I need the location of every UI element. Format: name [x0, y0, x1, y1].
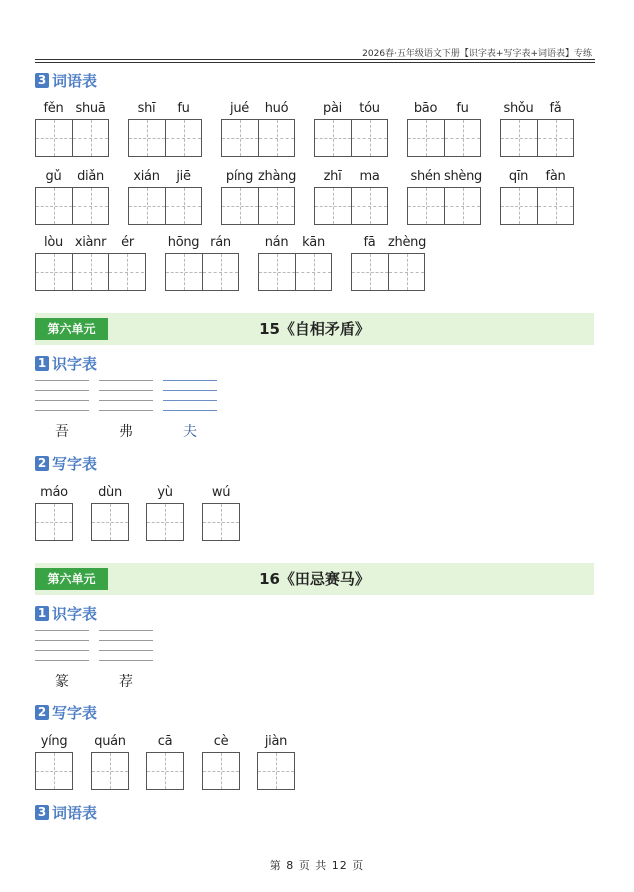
pinyin: jiàn: [264, 734, 288, 749]
pinyin: jiē: [176, 169, 191, 184]
pinyin: diǎn: [77, 169, 104, 184]
write-item: [91, 734, 129, 790]
pinyin: hōng: [167, 235, 200, 250]
pinyin: fàn: [545, 169, 566, 184]
pinyin: dùn: [98, 485, 122, 500]
write-item: [202, 485, 240, 541]
pinyin: rán: [210, 235, 231, 250]
section-number-badge: 3: [35, 73, 49, 88]
header-rule-thin: [35, 62, 595, 63]
word-item: [351, 235, 425, 291]
tianzige-cell[interactable]: [258, 120, 294, 156]
writing-grid[interactable]: [221, 119, 295, 157]
section-number-badge: 2: [35, 456, 49, 471]
pinyin: ér: [121, 235, 134, 250]
lesson-title: 16《田忌赛马》: [259, 570, 370, 588]
tianzige-cell[interactable]: [72, 120, 108, 156]
pinyin: kān: [302, 235, 325, 250]
unit-tag: 第六单元: [35, 568, 108, 590]
writing-grid[interactable]: [35, 119, 109, 157]
write-item: [91, 485, 129, 541]
section-label: 词语表: [52, 72, 98, 90]
writing-grid[interactable]: [314, 187, 388, 225]
section-xiezi-15: [35, 453, 97, 474]
word-item: [35, 235, 146, 291]
writing-grid[interactable]: [407, 187, 481, 225]
writing-grid[interactable]: [128, 119, 202, 157]
unit-title-bar-15: [35, 313, 594, 345]
pinyin: huó: [264, 101, 289, 116]
lesson-title: 15《自相矛盾》: [259, 320, 370, 338]
tianzige-cell[interactable]: [388, 254, 424, 290]
writing-lines[interactable]: [99, 630, 153, 662]
tianzige-cell[interactable]: [36, 120, 72, 156]
pinyin: máo: [40, 485, 68, 500]
pinyin: qīn: [508, 169, 529, 184]
word-item: [35, 169, 109, 225]
pinyin: fu: [177, 101, 190, 116]
section-number-badge: 3: [35, 805, 49, 820]
tianzige-cell[interactable]: [444, 120, 480, 156]
writing-grid[interactable]: [257, 752, 295, 790]
character: 篆: [55, 674, 69, 690]
section-number-badge: 1: [35, 356, 49, 371]
section-ciyu-top: [35, 70, 97, 91]
unit-tag: 第六单元: [35, 318, 108, 340]
pinyin: xián: [133, 169, 160, 184]
section-label: 写字表: [52, 704, 98, 722]
word-item: [221, 169, 295, 225]
character: 夫: [183, 424, 197, 440]
word-item: [314, 101, 388, 157]
write-item: [35, 485, 73, 541]
pinyin: cā: [157, 734, 173, 749]
section-label: 识字表: [52, 605, 98, 623]
pinyin: píng: [225, 169, 254, 184]
tianzige-cell[interactable]: [36, 504, 72, 540]
tianzige-cell[interactable]: [165, 120, 201, 156]
pinyin: shī: [137, 101, 156, 116]
tianzige-cell[interactable]: [222, 120, 258, 156]
char-item: [35, 380, 89, 441]
pinyin: fěn: [43, 101, 64, 116]
tianzige-cell[interactable]: [501, 188, 537, 224]
writing-grid[interactable]: [35, 752, 73, 790]
tianzige-cell[interactable]: [36, 188, 72, 224]
header-rule: [35, 59, 595, 60]
unit-title-bar-16: [35, 563, 594, 595]
tianzige-cell[interactable]: [92, 753, 128, 789]
writing-grid[interactable]: [146, 503, 184, 541]
section-label: 识字表: [52, 355, 98, 373]
word-item: [500, 169, 574, 225]
pinyin: gǔ: [45, 169, 62, 184]
writing-grid[interactable]: [35, 187, 109, 225]
word-item: [407, 169, 481, 225]
pinyin: shèng: [444, 169, 483, 184]
writing-lines[interactable]: [35, 630, 89, 662]
tianzige-cell[interactable]: [202, 254, 238, 290]
writing-grid[interactable]: [351, 253, 425, 291]
tianzige-cell[interactable]: [165, 188, 201, 224]
tianzige-cell[interactable]: [72, 188, 108, 224]
word-item: [165, 235, 239, 291]
pinyin: fā: [363, 235, 376, 250]
tianzige-cell[interactable]: [258, 188, 294, 224]
character: 吾: [55, 424, 69, 440]
pinyin: cè: [213, 734, 229, 749]
writing-grid[interactable]: [407, 119, 481, 157]
tianzige-cell[interactable]: [315, 120, 351, 156]
pinyin: yù: [157, 485, 173, 500]
section-shizi-15: [35, 353, 97, 374]
write-item: [146, 734, 184, 790]
pinyin: shén: [410, 169, 441, 184]
tianzige-cell[interactable]: [203, 753, 239, 789]
section-shizi-16: [35, 603, 97, 624]
word-item: [221, 101, 295, 157]
writing-grid[interactable]: [35, 503, 73, 541]
tianzige-cell[interactable]: [72, 254, 108, 290]
write-item: [202, 734, 240, 790]
tianzige-cell[interactable]: [351, 188, 387, 224]
word-item: [128, 101, 202, 157]
tianzige-cell[interactable]: [351, 120, 387, 156]
tianzige-cell[interactable]: [222, 188, 258, 224]
tianzige-cell[interactable]: [352, 254, 388, 290]
char-item: [35, 630, 89, 691]
writing-lines[interactable]: [99, 380, 153, 412]
pinyin: zhèng: [388, 235, 427, 250]
tianzige-cell[interactable]: [36, 254, 72, 290]
writing-grid[interactable]: [165, 253, 239, 291]
pinyin: fǎ: [549, 101, 562, 116]
tianzige-cell[interactable]: [258, 753, 294, 789]
character: 荐: [119, 674, 133, 690]
pinyin: quán: [94, 734, 126, 749]
writing-lines[interactable]: [35, 380, 89, 412]
document-header-title: 2026春·五年级语文下册【识字表+写字表+词语表】专练: [362, 49, 592, 59]
word-item: [407, 101, 481, 157]
write-item: [257, 734, 295, 790]
write-item: [35, 734, 73, 790]
pinyin: pài: [323, 101, 342, 116]
writing-grid[interactable]: [500, 119, 574, 157]
tianzige-cell[interactable]: [166, 254, 202, 290]
pinyin: tóu: [359, 101, 380, 116]
pinyin: shǒu: [503, 101, 534, 116]
write-item: [146, 485, 184, 541]
section-ciyu-16: [35, 802, 97, 823]
page-footer: 第 8 页 共 12 页: [269, 859, 365, 872]
word-item: [128, 169, 202, 225]
pinyin: yíng: [40, 734, 68, 749]
char-item: [99, 380, 153, 441]
pinyin: nán: [264, 235, 289, 250]
word-item: [500, 101, 574, 157]
writing-grid[interactable]: [91, 503, 129, 541]
writing-grid[interactable]: [202, 503, 240, 541]
writing-grid[interactable]: [314, 119, 388, 157]
tianzige-cell[interactable]: [129, 120, 165, 156]
pinyin: jué: [230, 101, 249, 116]
section-label: 写字表: [52, 455, 98, 473]
writing-grid[interactable]: [202, 752, 240, 790]
writing-grid[interactable]: [35, 253, 146, 291]
tianzige-cell[interactable]: [315, 188, 351, 224]
tianzige-cell[interactable]: [108, 254, 144, 290]
writing-grid[interactable]: [146, 752, 184, 790]
section-xiezi-16: [35, 702, 97, 723]
writing-grid[interactable]: [128, 187, 202, 225]
tianzige-cell[interactable]: [203, 504, 239, 540]
word-item: [35, 101, 109, 157]
tianzige-cell[interactable]: [259, 254, 295, 290]
section-number-badge: 2: [35, 705, 49, 720]
pinyin: ma: [359, 169, 380, 184]
writing-lines[interactable]: [163, 380, 217, 412]
pinyin: fu: [456, 101, 469, 116]
tianzige-cell[interactable]: [408, 120, 444, 156]
char-item: [163, 380, 217, 441]
tianzige-cell[interactable]: [147, 504, 183, 540]
word-item: [258, 235, 332, 291]
tianzige-cell[interactable]: [147, 753, 183, 789]
tianzige-cell[interactable]: [129, 188, 165, 224]
pinyin: wú: [211, 485, 231, 500]
tianzige-cell[interactable]: [501, 120, 537, 156]
pinyin: xiànr: [74, 235, 107, 250]
tianzige-cell[interactable]: [408, 188, 444, 224]
pinyin: zhàng: [258, 169, 297, 184]
tianzige-cell[interactable]: [295, 254, 331, 290]
writing-grid[interactable]: [221, 187, 295, 225]
writing-grid[interactable]: [258, 253, 332, 291]
character: 弗: [119, 424, 133, 440]
tianzige-cell[interactable]: [444, 188, 480, 224]
char-item: [99, 630, 153, 691]
writing-grid[interactable]: [91, 752, 129, 790]
tianzige-cell[interactable]: [36, 753, 72, 789]
tianzige-cell[interactable]: [92, 504, 128, 540]
writing-grid[interactable]: [500, 187, 574, 225]
section-number-badge: 1: [35, 606, 49, 621]
pinyin: lòu: [44, 235, 63, 250]
tianzige-cell[interactable]: [537, 120, 573, 156]
pinyin: bāo: [413, 101, 438, 116]
tianzige-cell[interactable]: [537, 188, 573, 224]
word-item: [314, 169, 388, 225]
pinyin: zhī: [323, 169, 342, 184]
pinyin: shuā: [75, 101, 106, 116]
section-label: 词语表: [52, 804, 98, 822]
